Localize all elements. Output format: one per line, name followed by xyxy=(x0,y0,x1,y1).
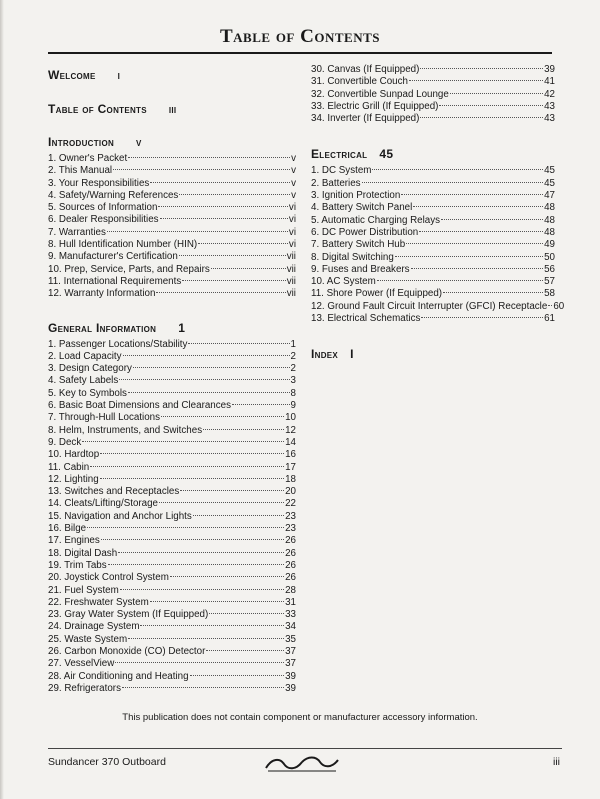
dot-leader xyxy=(159,502,284,503)
toc-entry[interactable] xyxy=(311,264,555,276)
toc-entry-page: 17 xyxy=(285,461,296,473)
toc-entry-label: 9. Deck xyxy=(48,436,82,448)
toc-entry-page: vi xyxy=(288,202,296,214)
toc-entry[interactable] xyxy=(48,658,296,670)
toc-entry-page: 43 xyxy=(544,100,555,112)
toc-entry[interactable] xyxy=(48,437,296,449)
toc-entry[interactable] xyxy=(48,548,296,560)
toc-entry[interactable] xyxy=(48,646,296,658)
toc-entry[interactable] xyxy=(48,609,296,621)
toc-entry-page: 2 xyxy=(290,350,296,362)
section-general-information[interactable] xyxy=(48,321,296,335)
dot-leader xyxy=(203,429,284,430)
page-title: Table of Contents xyxy=(220,26,380,47)
toc-entry[interactable] xyxy=(311,190,555,202)
toc-entry-page: 23 xyxy=(285,510,296,522)
toc-entry-label: 11. Cabin xyxy=(48,461,90,473)
toc-entry-label: 32. Convertible Sunpad Lounge xyxy=(311,88,449,100)
toc-entry-page: 50 xyxy=(544,251,555,263)
toc-entry[interactable] xyxy=(311,178,555,190)
dot-leader xyxy=(180,490,284,491)
toc-entry-label: 24. Drainage System xyxy=(48,621,140,633)
dot-leader xyxy=(395,256,543,257)
toc-entry-label: 23. Gray Water System (If Equipped) xyxy=(48,609,209,621)
toc-entry-label: 28. Air Conditioning and Heating xyxy=(48,670,189,682)
section-title: Electrical xyxy=(311,147,368,162)
toc-entry-page: 16 xyxy=(285,449,296,461)
dot-leader xyxy=(100,478,284,479)
dot-leader xyxy=(206,650,284,651)
toc-entry-page: 22 xyxy=(285,498,296,510)
dot-leader xyxy=(190,675,285,676)
toc-entry-page: vi xyxy=(288,214,296,226)
dot-leader xyxy=(118,552,284,553)
dot-leader xyxy=(128,157,290,158)
dot-leader xyxy=(140,625,284,626)
footer-rule xyxy=(48,748,562,749)
toc-entry[interactable] xyxy=(311,288,555,300)
dot-leader xyxy=(421,317,543,318)
toc-entry-label: 9. Fuses and Breakers xyxy=(311,263,410,275)
toc-entry-label: 4. Battery Switch Panel xyxy=(311,202,413,214)
title-rule xyxy=(48,52,552,54)
toc-entry-page: 48 xyxy=(544,226,555,238)
right-column xyxy=(311,64,565,362)
toc-entry-label: 8. Hull Identification Number (HIN) xyxy=(48,239,198,251)
toc-entry-label: 3. Design Category xyxy=(48,363,132,375)
toc-entry-page: 48 xyxy=(544,214,555,226)
toc-entry[interactable] xyxy=(311,215,555,227)
dot-leader xyxy=(122,687,284,688)
dot-leader xyxy=(150,601,284,602)
dot-leader xyxy=(548,305,552,306)
toc-entry[interactable] xyxy=(48,288,296,300)
dot-leader xyxy=(406,243,543,244)
toc-entry[interactable] xyxy=(48,412,296,424)
toc-entry-label: 7. Warranties xyxy=(48,226,106,238)
toc-entry-page: 37 xyxy=(285,658,296,670)
dot-leader xyxy=(441,219,543,220)
toc-entry-label: 22. Freshwater System xyxy=(48,596,149,608)
toc-entry-page: 26 xyxy=(285,535,296,547)
toc-entry[interactable] xyxy=(48,511,296,523)
toc-entry-label: 12. Ground Fault Circuit Interrupter (GFCI) Receptacle xyxy=(311,300,548,312)
toc-entry[interactable] xyxy=(48,264,296,276)
toc-entry[interactable] xyxy=(48,523,296,535)
section-page: i xyxy=(117,68,121,82)
dot-leader xyxy=(133,367,290,368)
toc-entry-page: 28 xyxy=(285,584,296,596)
toc-entry[interactable] xyxy=(48,388,296,400)
toc-entry-page: 26 xyxy=(285,572,296,584)
toc-entry-label: 3. Your Responsibilities xyxy=(48,177,150,189)
toc-entry[interactable] xyxy=(48,560,296,572)
toc-entry[interactable] xyxy=(48,178,296,190)
toc-entry[interactable] xyxy=(311,202,555,214)
toc-entry[interactable] xyxy=(48,597,296,609)
toc-entry-label: 5. Sources of Information xyxy=(48,202,158,214)
toc-entry[interactable] xyxy=(48,449,296,461)
dot-leader xyxy=(120,589,284,590)
dot-leader xyxy=(413,206,543,207)
section-page: 1 xyxy=(178,320,186,335)
toc-entry-page: v xyxy=(291,153,296,164)
toc-entry-page: 18 xyxy=(285,473,296,485)
dot-leader xyxy=(90,466,284,467)
toc-entry-page: 41 xyxy=(544,76,555,88)
dot-leader xyxy=(419,231,543,232)
toc-entry-page: 23 xyxy=(285,523,296,535)
toc-entry-page: v xyxy=(291,165,296,177)
section-title: General Information xyxy=(48,320,157,335)
dot-leader xyxy=(128,638,284,639)
toc-entry[interactable] xyxy=(48,165,296,177)
toc-entry-page: 35 xyxy=(285,633,296,645)
general-information-list xyxy=(48,339,296,696)
toc-entry[interactable] xyxy=(311,76,555,88)
toc-entry-label: 4. Safety/Warning References xyxy=(48,189,179,201)
toc-entry[interactable] xyxy=(48,214,296,226)
toc-entry-page: vi xyxy=(288,239,296,251)
footer-model-name: Sundancer 370 Outboard xyxy=(48,756,166,768)
toc-entry-page: 49 xyxy=(544,239,555,251)
section-title: Table of Contents xyxy=(48,102,147,116)
dot-leader xyxy=(443,292,543,293)
toc-entry[interactable] xyxy=(48,498,296,510)
toc-entry[interactable] xyxy=(311,252,555,264)
dot-leader xyxy=(420,117,543,118)
toc-entry-label: 12. Warranty Information xyxy=(48,288,156,300)
toc-entry-label: 4. Safety Labels xyxy=(48,375,119,387)
toc-entry-label: 6. Basic Boat Dimensions and Clearances xyxy=(48,400,231,412)
toc-entry[interactable] xyxy=(48,153,296,165)
toc-entry-label: 8. Helm, Instruments, and Switches xyxy=(48,424,203,436)
dot-leader xyxy=(188,343,289,344)
toc-entry-label: 2. Load Capacity xyxy=(48,350,122,362)
dot-leader xyxy=(182,280,285,281)
toc-entry[interactable] xyxy=(48,276,296,288)
dot-leader xyxy=(100,453,284,454)
dot-leader xyxy=(450,93,543,94)
section-page: I xyxy=(350,347,354,362)
toc-entry[interactable] xyxy=(311,64,555,76)
toc-entry[interactable] xyxy=(48,202,296,214)
toc-entry[interactable] xyxy=(48,621,296,633)
section-title: Introduction xyxy=(48,135,115,149)
section-page: v xyxy=(136,135,142,149)
toc-entry-page: 57 xyxy=(544,276,555,288)
toc-entry-page: 47 xyxy=(544,190,555,202)
toc-entry-page: 12 xyxy=(285,424,296,436)
toc-entry-page: 31 xyxy=(285,596,296,608)
toc-entry-page: 39 xyxy=(285,682,296,694)
dot-leader xyxy=(156,292,285,293)
toc-entry-label: 10. Hardtop xyxy=(48,449,100,461)
toc-entry-label: 10. Prep, Service, Parts, and Repairs xyxy=(48,263,210,275)
publication-note: This publication does not contain component or manufacturer accessory information. xyxy=(122,712,478,723)
toc-entry-label: 1. Owner's Packet xyxy=(48,153,128,164)
toc-entry-page: 33 xyxy=(285,609,296,621)
toc-entry[interactable] xyxy=(48,425,296,437)
toc-entry-label: 5. Key to Symbols xyxy=(48,387,127,399)
toc-entry-page: 43 xyxy=(544,113,555,125)
toc-entry-label: 7. Through-Hull Locations xyxy=(48,412,161,424)
toc-entry-label: 14. Cleats/Lifting/Storage xyxy=(48,498,159,510)
toc-entry-label: 6. Dealer Responsibilities xyxy=(48,214,159,226)
toc-entry-page: 10 xyxy=(285,412,296,424)
dot-leader xyxy=(211,268,286,269)
toc-entry-label: 8. Digital Switching xyxy=(311,251,394,263)
introduction-list xyxy=(48,153,296,301)
toc-entry-page: vii xyxy=(286,263,296,275)
toc-entry-label: 21. Fuel System xyxy=(48,584,119,596)
toc-entry-label: 17. Engines xyxy=(48,535,100,547)
toc-entry-page: 48 xyxy=(544,202,555,214)
toc-entry-label: 27. VesselView xyxy=(48,658,115,670)
toc-entry[interactable] xyxy=(311,89,555,101)
toc-entry-page: vi xyxy=(288,226,296,238)
dot-leader xyxy=(123,355,290,356)
dot-leader xyxy=(439,105,543,106)
toc-entry-label: 12. Lighting xyxy=(48,473,99,485)
toc-entry[interactable] xyxy=(48,671,296,683)
dot-leader xyxy=(179,255,286,256)
section-page: iii xyxy=(168,102,177,116)
section-welcome[interactable] xyxy=(48,68,296,82)
toc-entry-page: 8 xyxy=(290,387,296,399)
toc-entry-page: 56 xyxy=(544,263,555,275)
toc-entry-page: 26 xyxy=(285,547,296,559)
dot-leader xyxy=(198,243,288,244)
toc-entry-page: 1 xyxy=(290,338,296,350)
toc-entry-label: 1. Passenger Locations/Stability xyxy=(48,338,188,350)
toc-entry[interactable] xyxy=(48,486,296,498)
toc-entry-label: 18. Digital Dash xyxy=(48,547,118,559)
page-title-block xyxy=(48,26,552,54)
toc-entry-page: 58 xyxy=(544,288,555,300)
toc-entry-label: 7. Battery Switch Hub xyxy=(311,239,406,251)
toc-entry[interactable] xyxy=(311,165,555,177)
toc-entry-page: vii xyxy=(286,275,296,287)
toc-entry[interactable] xyxy=(48,339,296,351)
dot-leader xyxy=(115,662,284,663)
toc-entry-label: 33. Electric Grill (If Equipped) xyxy=(311,100,439,112)
toc-entry-label: 26. Carbon Monoxide (CO) Detector xyxy=(48,645,206,657)
toc-entry[interactable] xyxy=(311,101,555,113)
dot-leader xyxy=(377,280,543,281)
toc-entry-page: vii xyxy=(286,288,296,300)
toc-entry-page: 34 xyxy=(285,621,296,633)
dot-leader xyxy=(150,182,290,183)
toc-entry-page: 2 xyxy=(290,363,296,375)
dot-leader xyxy=(232,404,290,405)
dot-leader xyxy=(409,80,543,81)
toc-entry[interactable] xyxy=(48,572,296,584)
toc-entry[interactable] xyxy=(311,300,565,313)
toc-entry-label: 30. Canvas (If Equipped) xyxy=(311,64,420,75)
toc-entry-page: 3 xyxy=(290,375,296,387)
toc-entry-label: 10. AC System xyxy=(311,276,376,288)
dot-leader xyxy=(401,194,543,195)
toc-entry-label: 11. Shore Power (If Equipped) xyxy=(311,288,443,300)
dot-leader xyxy=(107,231,288,232)
toc-entry-page: vii xyxy=(286,251,296,263)
toc-entry-label: 16. Bilge xyxy=(48,523,87,535)
dot-leader xyxy=(128,392,290,393)
section-electrical[interactable] xyxy=(311,147,555,161)
toc-entry-label: 6. DC Power Distribution xyxy=(311,226,419,238)
page-spine-shadow xyxy=(0,0,4,799)
toc-entry[interactable] xyxy=(311,239,555,251)
toc-entry[interactable] xyxy=(48,251,296,263)
toc-entry[interactable] xyxy=(48,462,296,474)
dot-leader xyxy=(108,564,284,565)
toc-entry[interactable] xyxy=(311,113,555,125)
section-introduction[interactable] xyxy=(48,135,296,149)
dot-leader xyxy=(362,182,544,183)
toc-entry[interactable] xyxy=(48,400,296,412)
toc-entry-page: 9 xyxy=(290,400,296,412)
toc-entry[interactable] xyxy=(48,351,296,363)
footer-page-number: iii xyxy=(553,756,560,768)
toc-entry[interactable] xyxy=(48,585,296,597)
toc-entry-page: 60 xyxy=(553,300,565,312)
dot-leader xyxy=(179,194,290,195)
toc-entry-label: 9. Manufacturer's Certification xyxy=(48,251,178,263)
toc-entry[interactable] xyxy=(311,313,555,325)
dot-leader xyxy=(411,268,544,269)
section-toc[interactable] xyxy=(48,102,296,116)
toc-entry-page: v xyxy=(291,189,296,201)
dot-leader xyxy=(119,379,289,380)
toc-entry[interactable] xyxy=(48,190,296,202)
toc-entry-label: 2. Batteries xyxy=(311,177,361,189)
toc-entry-label: 29. Refrigerators xyxy=(48,682,121,694)
dot-leader xyxy=(372,169,543,170)
section-title: Index xyxy=(311,347,339,362)
toc-entry-page: 26 xyxy=(285,559,296,571)
toc-entry-page: v xyxy=(291,177,296,189)
dot-leader xyxy=(209,613,284,614)
toc-entry-label: 3. Ignition Protection xyxy=(311,190,401,202)
toc-entry[interactable] xyxy=(311,276,555,288)
dot-leader xyxy=(101,539,284,540)
toc-entry-label: 5. Automatic Charging Relays xyxy=(311,214,441,226)
toc-entry-page: 20 xyxy=(285,486,296,498)
dot-leader xyxy=(170,576,284,577)
toc-entry-page: 42 xyxy=(544,88,555,100)
toc-entry-label: 11. International Requirements xyxy=(48,275,182,287)
toc-entry[interactable] xyxy=(48,227,296,239)
toc-entry-page: 61 xyxy=(544,313,555,325)
toc-entry-label: 13. Switches and Receptacles xyxy=(48,486,180,498)
toc-entry-label: 34. Inverter (If Equipped) xyxy=(311,113,420,125)
toc-entry[interactable] xyxy=(311,227,555,239)
general-information-list-continued xyxy=(311,64,555,125)
toc-entry-label: 31. Convertible Couch xyxy=(311,76,408,88)
toc-entry-page: 45 xyxy=(544,165,555,177)
dot-leader xyxy=(113,169,290,170)
toc-entry-label: 1. DC System xyxy=(311,165,372,177)
left-column xyxy=(48,64,296,695)
toc-entry-label: 19. Trim Tabs xyxy=(48,559,107,571)
toc-entry-label: 20. Joystick Control System xyxy=(48,572,169,584)
dot-leader xyxy=(160,218,288,219)
section-title: Welcome xyxy=(48,68,96,82)
toc-entry-page: 37 xyxy=(285,645,296,657)
dot-leader xyxy=(87,527,284,528)
toc-entry[interactable] xyxy=(48,239,296,251)
toc-entry-label: 13. Electrical Schematics xyxy=(311,313,421,325)
dot-leader xyxy=(193,515,284,516)
toc-entry-label: 25. Waste System xyxy=(48,633,128,645)
toc-entry-label: 15. Navigation and Anchor Lights xyxy=(48,510,192,522)
toc-entry-page: 45 xyxy=(544,177,555,189)
toc-entry-label: 2. This Manual xyxy=(48,165,113,177)
dot-leader xyxy=(82,441,284,442)
dot-leader xyxy=(420,68,543,69)
toc-entry[interactable] xyxy=(48,474,296,486)
toc-entry[interactable] xyxy=(48,375,296,387)
dot-leader xyxy=(161,416,284,417)
electrical-list xyxy=(311,165,565,325)
toc-entry[interactable] xyxy=(48,363,296,375)
toc-entry[interactable] xyxy=(48,683,296,695)
toc-entry-page: 14 xyxy=(285,436,296,448)
toc-entry-page: 39 xyxy=(285,670,296,682)
section-page: 45 xyxy=(379,147,394,162)
toc-entry[interactable] xyxy=(48,634,296,646)
toc-entry-page: 39 xyxy=(544,64,555,75)
toc-entry[interactable] xyxy=(48,535,296,547)
dot-leader xyxy=(158,206,287,207)
sea-ray-logo-icon xyxy=(262,752,342,774)
section-index[interactable] xyxy=(311,347,555,361)
